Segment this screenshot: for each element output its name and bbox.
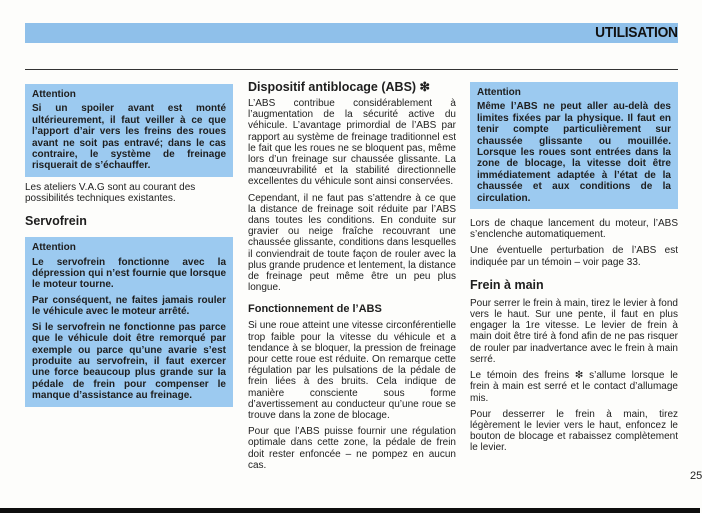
abs-fault-paragraph: Une éventuelle perturbation de l’ABS est indiquée par un témoin – voir page 33. bbox=[470, 245, 678, 268]
servofrein-heading: Servofrein bbox=[25, 214, 87, 229]
section-title: UTILISATION bbox=[595, 24, 678, 41]
attention-label: Attention bbox=[32, 89, 76, 100]
abs-start-paragraph: Lors de chaque lancement du moteur, l’ABS s’enclenche automatiquement. bbox=[470, 218, 678, 241]
left-column bbox=[25, 84, 233, 407]
fonctionnement-heading: Fonctionnement de l’ABS bbox=[248, 303, 382, 316]
page-number: 25 bbox=[690, 470, 702, 482]
right-column bbox=[470, 82, 678, 459]
attention-text: Si le servofrein ne fonctionne pas parce que le véhicule doit être remorqué par exemple ou parce qu’une avarie s’est produite au servofrein, il faut exercer une force beaucoup plus grande sur la pédale de frein pour compenser le manque d’assistance au freinage. bbox=[32, 321, 226, 402]
middle-column bbox=[248, 80, 456, 476]
section-header-band bbox=[25, 23, 678, 43]
fonctionnement-paragraph: Si une roue atteint une vitesse circonférentielle trop faible pour la vitesse du véhicule et a tendance à se bloquer, la pression de freinage pour cette roue est réduite. On remarque cette régulation par les pulsations de la pédale de frein liées à des bruits. Cela indique de manière consciente sous forme d’avertissement au conducteur qu’une roue se trouve dans la zone de blocage. bbox=[248, 320, 456, 422]
attention-text: Par conséquent, ne faites jamais rouler le véhicule avec le moteur arrêté. bbox=[32, 294, 226, 318]
abs-paragraph: L’ABS contribue considérablement à l’augmentation de la sécurité active du véhicule. L’avantage primordial de l’ABS par rapport au système de freinage traditionnel est le fait que les roues ne se bloquent pas, même lors d’un freinage sur chaussée glissante. La manœuvrabilité et la stabilité directionnelle excellentes du véhicule sont ainsi conservées. bbox=[248, 98, 456, 188]
frein-paragraph: Le témoin des freins ❇ s’allume lorsque le frein à main est serré et le contact d’allumage mis. bbox=[470, 370, 678, 404]
attention-text: Même l’ABS ne peut aller au-delà des limites fixées par la physique. Il faut en tenir compte particulièrement sur chaussée glissante ou mouillée. Lorsque les roues sont entrées dans la zone de blocage, la vitesse doit être immédiatement adaptée à l’état de la chaussée et aux conditions de la circulation. bbox=[477, 101, 671, 204]
attention-box-spoiler bbox=[25, 84, 233, 177]
frein-a-main-heading: Frein à main bbox=[470, 277, 544, 292]
attention-box-abs bbox=[470, 82, 678, 209]
abs-heading: Dispositif antiblocage (ABS) ❇ bbox=[248, 80, 431, 94]
vag-note: Les ateliers V.A.G sont au courant des possibilités techniques existantes. bbox=[25, 181, 196, 205]
attention-text: Si un spoiler avant est monté ultérieurement, il faut veiller à ce que l’apport d’air vers les freins des roues avant ne soit pas entravé; dans le cas contraire, le système de freinage risquerait de s’échauffer. bbox=[32, 103, 226, 172]
header-rule bbox=[25, 69, 678, 70]
attention-text: Le servofrein fonctionne avec la dépression qui n’est fournie que lorsque le moteur tourne. bbox=[32, 256, 226, 291]
frein-paragraph: Pour serrer le frein à main, tirez le levier à fond vers le haut. Sur une pente, il faut en plus engager la 1re vitesse. Le levier de frein à main doit être tiré à fond afin de ne pas risquer de rouler par inadvertance avec le frein à main serré. bbox=[470, 297, 678, 365]
attention-label: Attention bbox=[32, 242, 76, 254]
fonctionnement-paragraph: Pour que l’ABS puisse fournir une régulation optimale dans cette zone, la pédale de frein doit rester enfoncée – ne pompez en aucun cas. bbox=[248, 426, 456, 471]
attention-box-servofrein bbox=[25, 237, 233, 406]
page-bottom-edge bbox=[0, 508, 700, 513]
abs-paragraph: Cependant, il ne faut pas s’attendre à ce que la distance de freinage soit réduite par l’ABS dans toutes les conditions. En conduite sur gravier ou neige fraîche recouvrant une chaussée glissante, conditions dans lesquelles il conviendrait de toute façon de rouler avec la plus grande prudence et lentement, la distance de freinage peut même être un peu plus longue. bbox=[248, 192, 456, 294]
frein-paragraph: Pour desserrer le frein à main, tirez légèrement le levier vers le haut, enfoncez le bouton de blocage et rabaissez complètement le levier. bbox=[470, 408, 678, 454]
attention-label: Attention bbox=[477, 87, 521, 98]
